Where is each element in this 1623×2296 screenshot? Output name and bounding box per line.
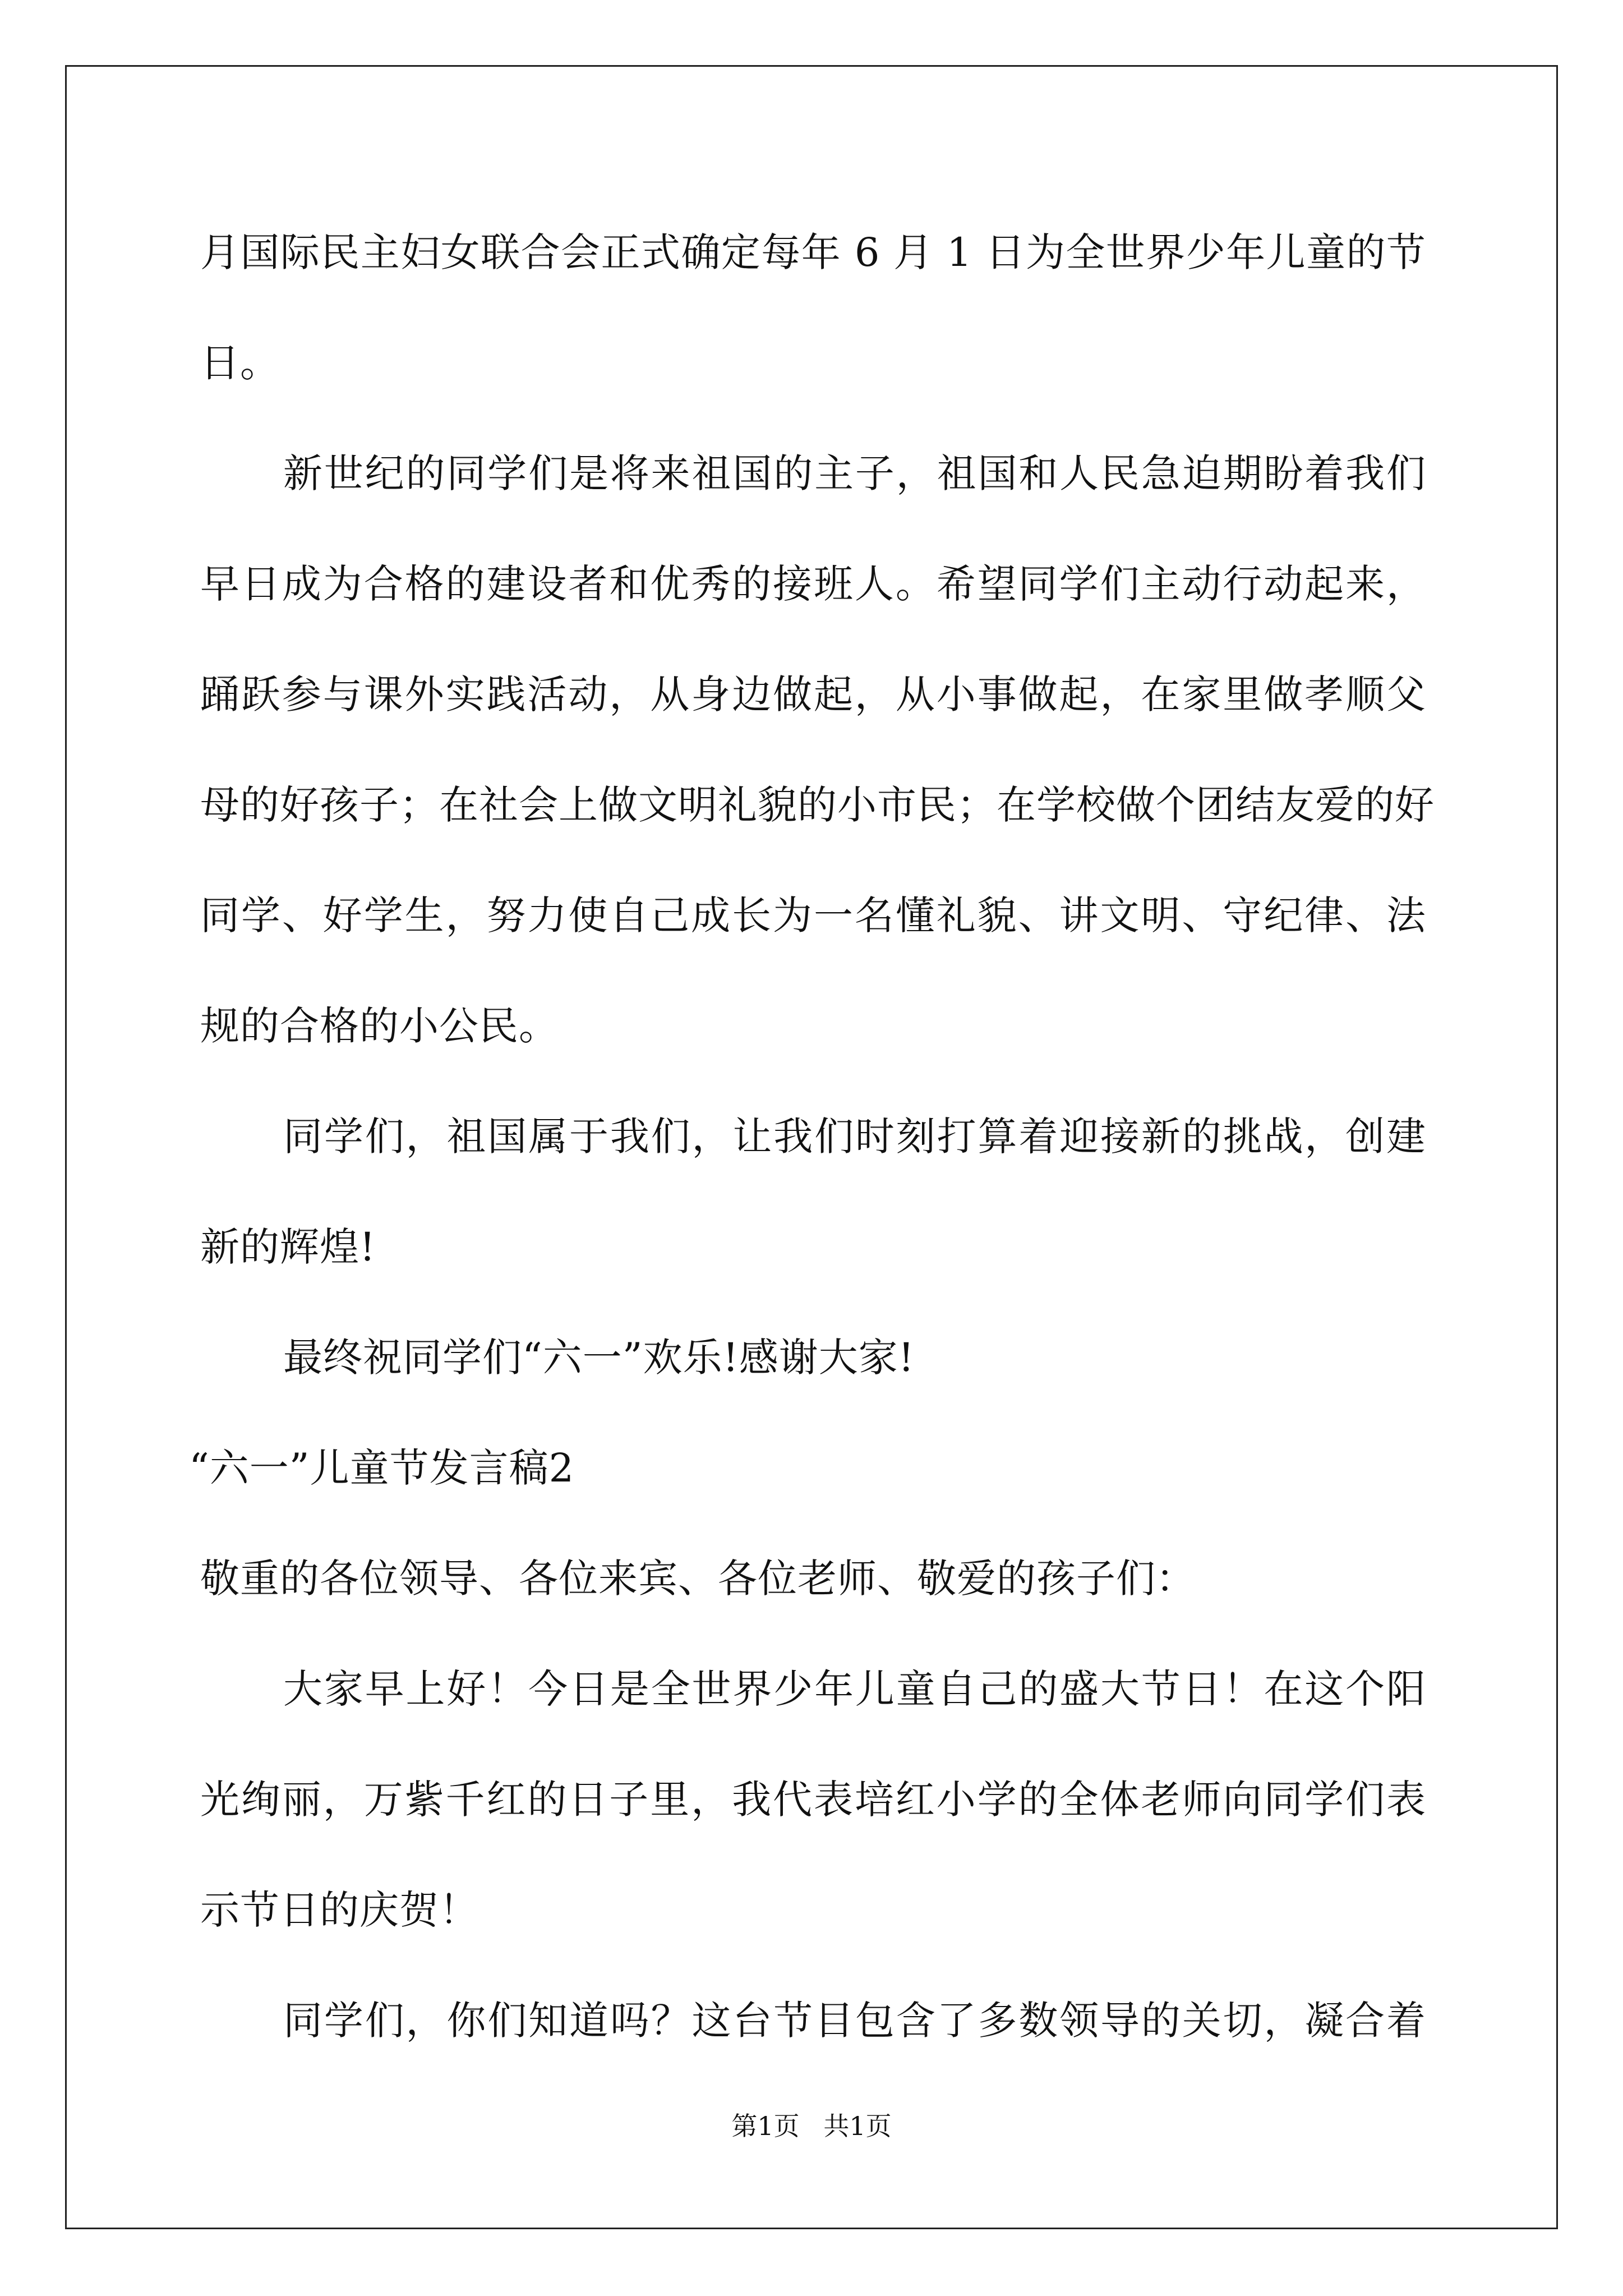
text-line: 示节日的庆贺！ [200, 1887, 479, 1933]
text-line: 月国际民主妇女联合会正式确定每年 6 月 1 日为全世界少年儿童的节 [200, 229, 1426, 275]
paragraph-start-line: 同学们，祖国属于我们，让我们时刻打算着迎接新的挑战，创建 [283, 1114, 1426, 1159]
page-footer [0, 2109, 1623, 2143]
text-line: 踊跃参与课外实践活动，从身边做起，从小事做起，在家里做孝顺父 [200, 671, 1426, 717]
paragraph-start-line: 大家早上好！今日是全世界少年儿童自己的盛大节日！在这个阳 [283, 1666, 1426, 1712]
paragraph-start-line: 新世纪的同学们是将来祖国的主子，祖国和人民急迫期盼着我们 [283, 450, 1426, 496]
section-heading: “六一”儿童节发言稿2 [189, 1445, 575, 1491]
text-line: 规的合格的小公民。 [200, 1003, 559, 1049]
text-line: 同学、好学生，努力使自己成长为一名懂礼貌、讲文明、守纪律、法 [200, 892, 1426, 938]
paragraph-start-line: 最终祝同学们“六一”欢乐!感谢大家! [283, 1335, 915, 1381]
page-total: 共1页 [823, 2111, 892, 2141]
document-body [189, 213, 1435, 2092]
text-line: 日。 [200, 340, 280, 386]
salutation-line: 敬重的各位领导、各位来宾、各位老师、敬爱的孩子们： [200, 1556, 1196, 1602]
text-line: 早日成为合格的建设者和优秀的接班人。希望同学们主动行动起来， [200, 561, 1426, 607]
text-line: 母的好孩子；在社会上做文明礼貌的小市民；在学校做个团结友爱的好 [200, 782, 1435, 828]
page-number: 第1页 [731, 2111, 800, 2141]
text-line: 新的辉煌! [200, 1224, 376, 1270]
paragraph-start-line: 同学们，你们知道吗？这台节目包含了多数领导的关切，凝合着 [283, 1998, 1426, 2044]
text-line: 光绚丽，万紫千红的日子里，我代表培红小学的全体老师向同学们表 [200, 1777, 1426, 1823]
